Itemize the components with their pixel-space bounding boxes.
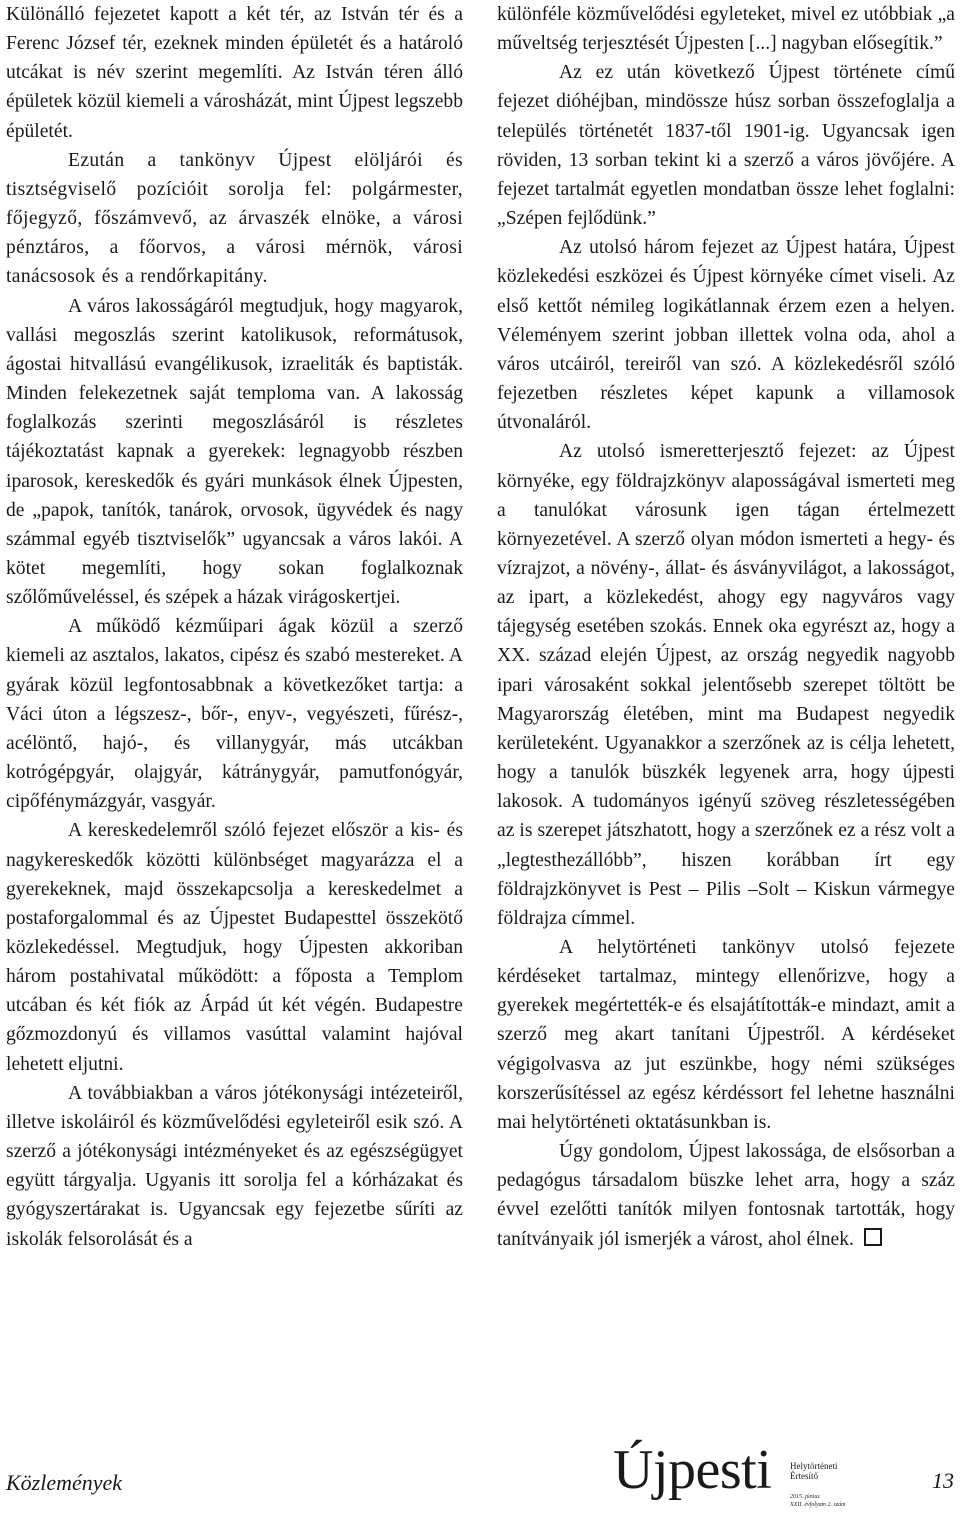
paragraph: A kereskedelemről szóló fejezet először a kis- és nagykereskedők közötti különbséget magyarázza el a gyerekeknek, majd összekapcsolja a kereskedelmet a postaforgalommal és az Újpestet Budapesttel összekötő közlekedéssel. Megtudjuk, hogy Újpesten akkoriban három postahivatal működött: a főposta a Templom utcában és két fiók az Árpád út két végén. Budapestre gőzmozdonyú és villamos vasúttal valamint hajóval lehetett eljutni. bbox=[6, 820, 463, 1075]
last-paragraph bbox=[497, 1137, 955, 1254]
section-name: Közlemények bbox=[6, 1470, 123, 1495]
logo-issue: XXII. évfolyam 2. szám bbox=[790, 1502, 846, 1508]
journal-logo-word: Újpesti bbox=[613, 1439, 772, 1501]
end-of-article-square-icon bbox=[864, 1228, 882, 1246]
left-column bbox=[6, 0, 463, 1254]
right-column bbox=[497, 0, 955, 1254]
page-number: 13 bbox=[932, 1468, 954, 1493]
paragraph: A város lakosságáról megtudjuk, hogy magyarok, vallási megoszlás szerint katolikusok, reformátusok, ágostai hitvallású evangélikusok, izraeliták és baptisták. Minden felekezetnek saját temploma van. A lakosság foglalkozás szerinti megoszlásáról is részletes tájékoztatást kapnak a gyerekek: legnagyobb részben iparosok, kereskedők és gyári munkások élnek Újpesten, de „papok, tanítók, tanárok, orvosok, ügyvédek és nagy számmal egyéb tisztviselők” ugyancsak a város lakói. A kötet megemlíti, hogy sokan foglalkoznak szőlőműveléssel, és szépek a házak virágoskertjei. bbox=[6, 295, 463, 609]
paragraph: Az utolsó három fejezet az Újpest határa, Újpest közlekedési eszközei és Újpest környéke címet viseli. Az első kettőt némileg logikátlannak érzem ezen a helyen. Véleményem szerint jobban illettek volna oda, ahol a város utcáiról, tereiről van szó. A közlekedésről szóló fejezetben részletes képet kapunk a villamosok útvonaláról. bbox=[497, 237, 955, 434]
paragraph: Az ez után következő Újpest története című fejezet dióhéjban, mindössze húsz sorban összefoglalja a település történetét 1837-től 1901-ig. Ugyancsak igen röviden, 13 sorban tekint ki a szerző a város jövőjére. A fejezet tartalmát egyetlen mondatban össze lehet foglalni: „Szépen fejlődünk.” bbox=[497, 62, 955, 230]
paragraph: A helytörténeti tankönyv utolsó fejezete kérdéseket tartalmaz, mintegy ellenőrizve, hogy a gyerekek megértették-e és elsajátították-e mindazt, amit a szerző meg akart tanítani Újpestről. A kérdéseket végigolvasva az jut eszünkbe, hogy némi szükséges korszerűsítéssel az egész kérdéssort fel lehetne használni mai helytörténeti oktatásunkban is. bbox=[497, 937, 955, 1133]
paragraph: Különálló fejezetet kapott a két tér, az István tér és a Ferenc József tér, ezeknek minden épületét és a határoló utcákat is név szerint megemlíti. Az István téren álló épületek közül kiemeli a városházát, mint Újpest legszebb épületét. bbox=[6, 4, 463, 142]
logo-title-line: Helytörténeti bbox=[790, 1461, 838, 1471]
logo-title-line: Értesítő bbox=[790, 1471, 818, 1481]
paragraph: A továbbiakban a város jótékonysági intézeteiről, illetve iskoláiról és közművelődési egyleteiről esik szó. A szerző a jótékonysági intézményeket és az egészségügyet együtt tárgyalja. Ugyanis itt sorolja fel a kórházakat és gyógyszertárakat is. Ugyancsak egy fejezetbe sűríti az iskolák felsorolását és a bbox=[6, 1082, 463, 1250]
paragraph: Az utolsó ismeretterjesztő fejezet: az Újpest környéke, egy földrajzkönyv alaposságával ismerteti meg a tanulókat városunk igen tágan értelmezett környezetével. A szerző olyan módon ismerteti a hegy- és vízrajzot, a növény-, állat- és ásványvilágot, a lakosságot, az ipart, a közlekedést, ahogy egy nagyváros vagy tájegység esetében szokás. Ennek oka egyrészt az, hogy a XX. század elején Újpest, az ország negyedik nagyobb ipari városaként sokkal jelentősebb szerepet töltött be Magyarország életében, mint ma Budapest negyedik kerületeként. Ugyanakkor a szerzőnek az is célja lehetett, hogy a tanulók büszkék legyenek arra, hogy újpesti lakosok. A tudományos igényű szöveg részletességében az is szerepet játszhatott, hogy a szerzőnek ez a rész volt a „legtesthezállóbb”, hiszen korábban írt egy földrajzkönyvet is Pest – Pilis –Solt – Kiskun vármegye földrajza címmel. bbox=[497, 441, 955, 929]
paragraph-text: Úgy gondolom, Újpest lakossága, de elsősorban a pedagógus társadalom büszke lehet arra, hogy a száz évvel ezelőtti tanítók milyen fontosnak tartották, hogy tanítványaik jól ismerjék a várost, ahol élnek. bbox=[497, 1141, 955, 1250]
paragraph: különféle közművelődési egyleteket, mivel ez utóbbiak „a műveltség terjesztését Újpesten [...] nagyban elősegítik.” bbox=[497, 4, 955, 55]
journal-logo-meta bbox=[790, 1461, 860, 1509]
paragraph: Ezután a tankönyv Újpest elöljárói és tisztségviselő pozícióit sorolja fel: polgármester, főjegyző, főszámvevő, az árvaszék elnöke, a városi pénztáros, a főorvos, a városi mérnök, városi tanácsosok és a rendőrkapitány. bbox=[6, 149, 463, 288]
logo-date: 2015. június bbox=[790, 1494, 820, 1500]
paragraph: A működő kézműipari ágak közül a szerző kiemeli az asztalos, lakatos, cipész és szabó mestereket. A gyárak közül legfontosabbnak a következőket tartja: a Váci úton a légszesz-, bőr-, enyv-, vegyészeti, fűrész-, acélöntő, hajó-, és villanygyár, más utcákban kotrógépgyár, olajgyár, kátránygyár, pamutfonógyár, cipőfénymázgyár, vasgyár. bbox=[6, 616, 463, 813]
